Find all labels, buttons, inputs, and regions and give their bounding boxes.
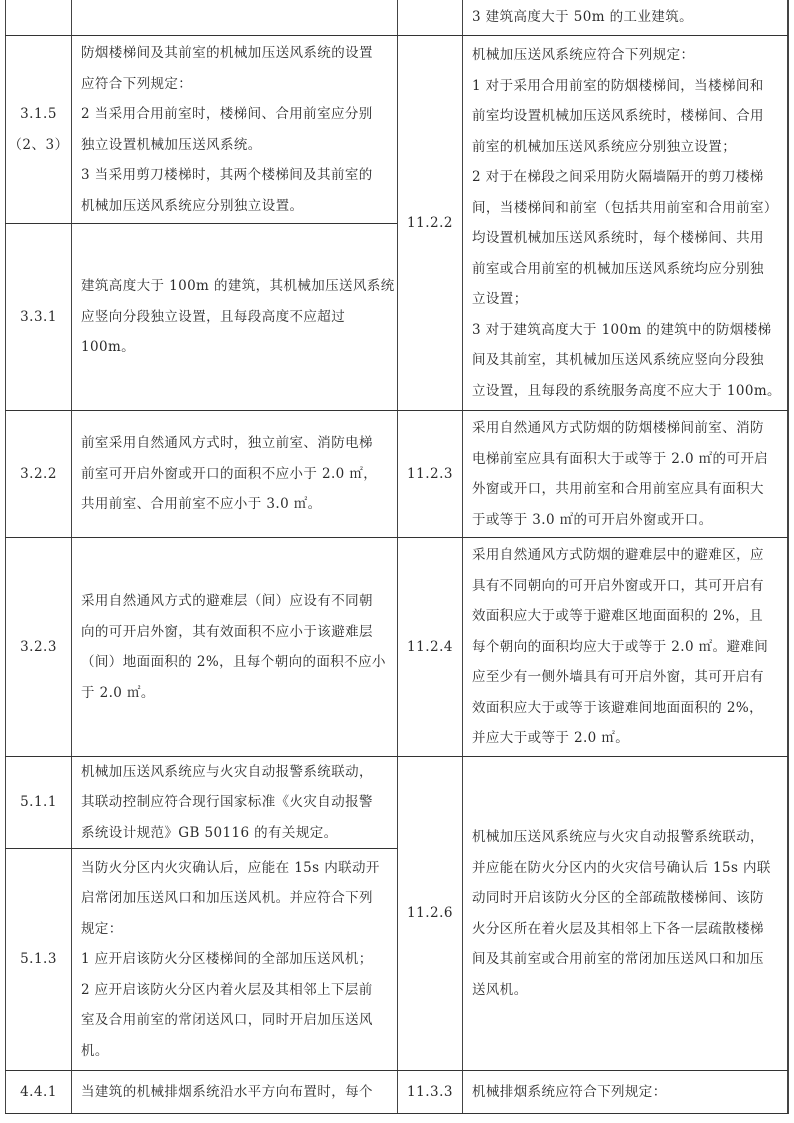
old-clause-text: 前室采用自然通风方式时，独立前室、消防电梯 前室可开启外窗或开口的面积不应小于 2.0 ㎡， 共用前室、合用前室不应小于 3.0 ㎡。	[81, 435, 378, 513]
old-clause-number: 5.1.1	[20, 794, 57, 811]
old-clause-text: 防烟楼梯间及其前室的机械加压送风系统的设置 应符合下列规定： 2 当采用合用前室时，楼梯间、合用前室应分别 独立设置机械加压送风系统。 3 当采用剪刀楼梯时，其两个楼梯间及其前室的 机械加压送风系统应分别独立设置。	[81, 45, 373, 214]
new-clause-text: 采用自然通风方式防烟的防烟楼梯间前室、消防 电梯前室应具有面积大于或等于 2.0 ㎡的可开启 外窗或开口，共用前室和合用前室应具有面积大 于或等于 3.0 ㎡的可开启外窗或开口。	[472, 420, 769, 528]
new-clause-text: 机械排烟系统应符合下列规定：	[472, 1083, 667, 1100]
old-clause-text: 机械加压送风系统应与火灾自动报警系统联动， 其联动控制应符合现行国家标准《火灾自动报警 系统设计规范》GB 50116 的有关规定。	[81, 763, 373, 841]
old-clause-text: 当防火分区内火灾确认后，应能在 15s 内联动开 启常闭加压送风口和加压送风机。并应符合下列 规定： 1 应开启该防火分区楼梯间的全部加压送风机； 2 应开启该防火分区内着火层及其相邻上下层前 室及合用前室的常闭送风口，同时开启加压送风 机。	[81, 859, 380, 1059]
new-clause-number: 11.3.3	[407, 1083, 453, 1100]
new-clause-number: 11.2.2	[407, 214, 453, 231]
new-clause-number	[398, 0, 462, 35]
old-clause-text: 采用自然通风方式的避难层（间）应设有不同朝 向的可开启外窗，其有效面积不应小于该避难层 （间）地面面积的 2%，且每个朝向的面积不应小 于 2.0 ㎡。	[81, 593, 386, 701]
new-clause-text: 采用自然通风方式防烟的避难层中的避难区，应 具有不同朝向的可开启外窗或开口，其可开启有 效面积应大于或等于避难区地面面积的 2%，且 每个朝向的面积均应大于或等于 2.0 ㎡。避难间 应至少有一侧外墙具有可开启外窗，其可开启有 效面积应大于或等于该避难间地面面积的 2%， 并应大于或等于 2.0 ㎡。	[472, 547, 769, 747]
new-clause-number: 11.2.4	[407, 638, 453, 655]
old-clause-number: 3.1.5 （2、3）	[8, 106, 69, 153]
new-clause-text: 机械加压送风系统应符合下列规定： 1 对于采用合用前室的防烟楼梯间，当楼梯间和 前室均设置机械加压送风系统时，楼梯间、合用 前室的机械加压送风系统应分别独立设置； 2 对于在梯段之间采用防火隔墙隔开的剪刀楼梯 间，当楼梯间和前室（包括共用前室和合用前室） 均设置机械加压送风系统时，每个楼梯间、共用 前室或合用前室的机械加压送风系统均应分别独 立设置； 3 对于建筑高度大于 100m 的建筑中的防烟楼梯 间及其前室，其机械加压送风系统应竖向分段独 立设置，且每段的系统服务高度不应大于 100m。	[472, 47, 781, 399]
table-border-bottom	[5, 1113, 788, 1114]
old-clause-number: 3.2.2	[20, 465, 57, 482]
old-clause-number: 3.3.1	[20, 308, 57, 325]
old-clause-number	[6, 0, 71, 35]
new-clause-number: 11.2.6	[407, 905, 453, 922]
old-clause-number: 3.2.3	[20, 638, 57, 655]
old-clause-text: 建筑高度大于 100m 的建筑，其机械加压送风系统 应竖向分段独立设置，且每段高度不应超过 100m。	[81, 278, 395, 356]
old-clause-number: 5.1.3	[20, 951, 57, 968]
new-clause-text: 机械加压送风系统应与火灾自动报警系统联动， 并应能在防火分区内的火灾信号确认后 15s 内联 动同时开启该防火分区的全部疏散楼梯间、该防 火分区所在着火层及其相邻上下各一层疏散楼梯 间及其前室或合用前室的常闭加压送风口和加压 送风机。	[472, 829, 771, 998]
old-clause-text: 当建筑的机械排烟系统沿水平方向布置时，每个	[81, 1083, 373, 1100]
old-clause-text	[72, 0, 397, 35]
table-border-right	[787, 0, 789, 1114]
old-clause-number: 4.4.1	[20, 1083, 57, 1100]
new-clause-text: 3 建筑高度大于 50m 的工业建筑。	[472, 9, 694, 26]
new-clause-number: 11.2.3	[407, 465, 453, 482]
